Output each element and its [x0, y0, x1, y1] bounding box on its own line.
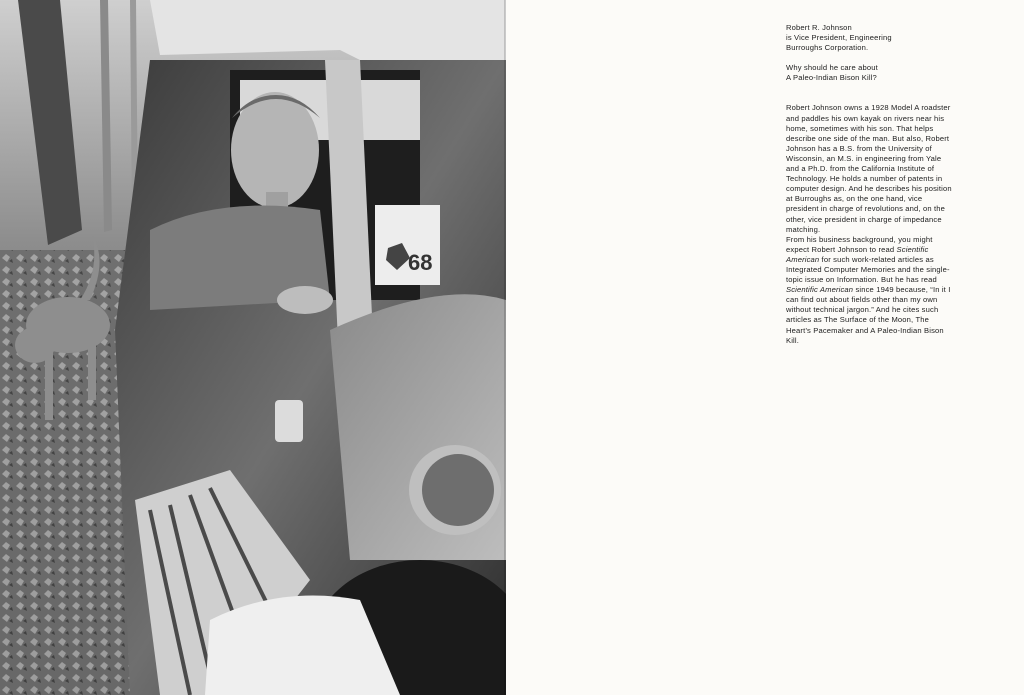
sticker-number: 68 — [408, 250, 433, 275]
photo-illustration — [0, 0, 506, 695]
ad-copy — [786, 23, 956, 346]
magazine-name-2: Scientific American — [786, 285, 854, 295]
question-line-1: Why should he care about — [786, 63, 878, 73]
caption-line-2: is Vice President, Engineering — [786, 33, 892, 43]
body-p2-part-b: for such work-related articles as Integrated Computer Memories and the single-topic issue on Information. But he has read — [786, 254, 950, 285]
photo-man-in-model-a-roadster — [0, 0, 506, 695]
body-p2-part-a: From his business background, you might expect Robert Johnson to read — [786, 234, 933, 254]
headline-question — [786, 63, 956, 83]
caption — [786, 23, 956, 53]
door-handle — [275, 400, 303, 442]
body-paragraph-2 — [786, 235, 956, 346]
caption-line-3: Burroughs Corporation. — [786, 43, 869, 53]
body-p2-part-c: since 1949 because, “In it I can find out about fields other than my own without technical jargon.” And he cites such articles as The Surface of the Moon, The Heart’s Pacemaker and A Paleo-Indian Bison Kill. — [786, 285, 951, 345]
question-line-2: A Paleo-Indian Bison Kill? — [786, 73, 877, 83]
body-paragraph-1: Robert Johnson owns a 1928 Model A roadster and paddles his own kayak on rivers near his home, sometimes with his son. That helps describe one side of the man. But also, Robert Johnson has a B.S. from the University of Wisconsin, an M.S. in engineering from Yale and a Ph.D. from the California Institute of Technology. He holds a number of patents in computer design. And he describes his position at Burroughs as, on the one hand, vice president in charge of revolutions and, on the other, vice president in charge of impedance matching. — [786, 103, 952, 234]
caption-line-1: Robert R. Johnson — [786, 23, 852, 32]
magazine-name: Scientific American — [786, 244, 929, 264]
